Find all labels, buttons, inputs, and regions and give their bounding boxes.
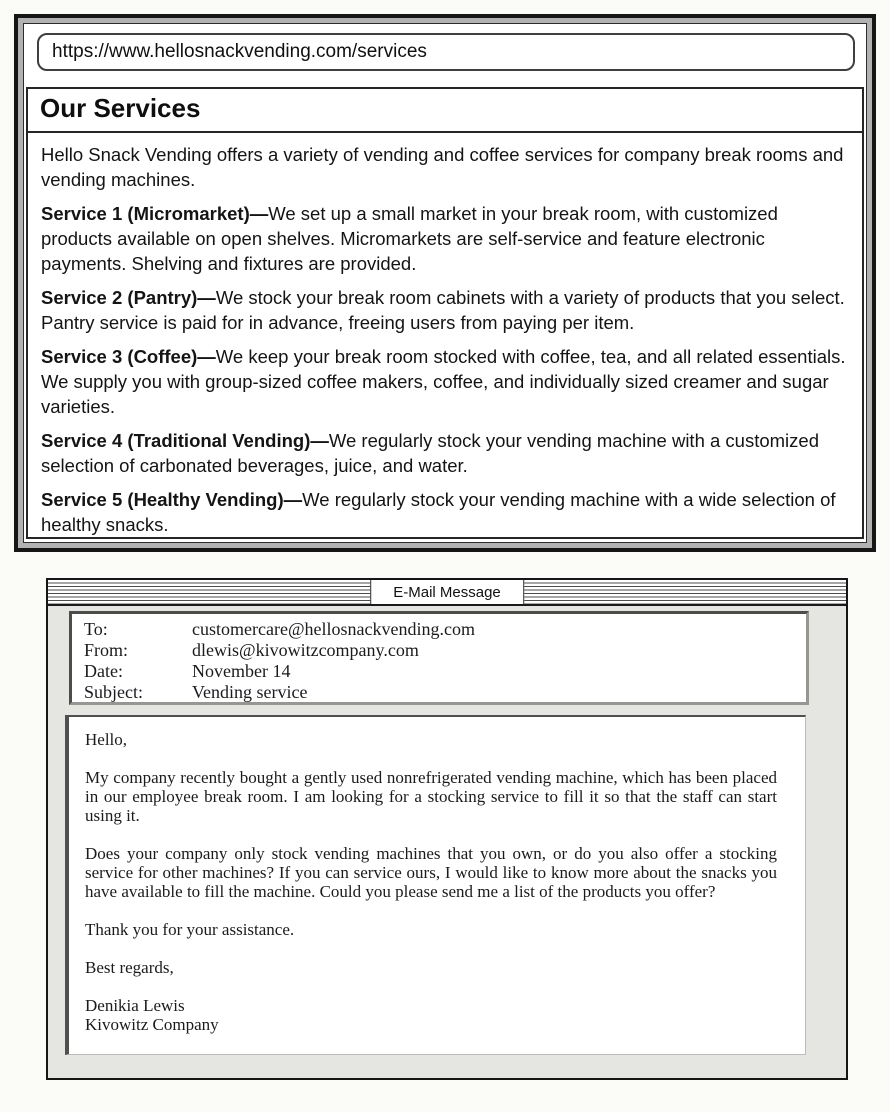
service-description: We stock your break room cabinets with a variety of products that you select. Pantry service is paid for in advance, freeing users from paying per item. bbox=[41, 287, 845, 333]
email-signature bbox=[85, 996, 777, 1034]
email-header-row bbox=[84, 640, 796, 661]
email-header-row bbox=[84, 661, 796, 682]
email-header-row bbox=[84, 682, 796, 703]
service-label: Service 4 (Traditional Vending)— bbox=[41, 430, 329, 451]
email-header-panel bbox=[69, 611, 809, 705]
email-header-label: To: bbox=[84, 619, 108, 639]
email-signature-line: Kivowitz Company bbox=[85, 1015, 219, 1034]
service-description: We set up a small market in your break room, with customized products available on open shelves. Micromarkets are self-service and feature electronic payments. Shelving and fixtures are provided. bbox=[41, 203, 778, 274]
browser-window bbox=[14, 14, 876, 552]
service-description: We keep your break room stocked with coffee, tea, and all related essentials. We supply you with group-sized coffee makers, coffee, and individually sized creamer and sugar varieties. bbox=[41, 346, 846, 417]
email-paragraph: My company recently bought a gently used nonrefrigerated vending machine, which has been placed in our employee break room. I am looking for a stocking service to fill it so that the staff can start using it. bbox=[85, 768, 777, 825]
email-paragraph: Thank you for your assistance. bbox=[85, 920, 295, 939]
intro-paragraph: Hello Snack Vending offers a variety of vending and coffee services for company break rooms and vending machines. bbox=[41, 144, 844, 190]
address-bar-row bbox=[24, 24, 866, 71]
service-paragraph bbox=[41, 285, 849, 335]
email-header-row bbox=[84, 619, 796, 640]
service-description: We regularly stock your vending machine with a wide selection of healthy snacks. bbox=[41, 489, 836, 535]
email-header-value: Vending service bbox=[192, 682, 308, 702]
email-signature-line: Denikia Lewis bbox=[85, 996, 185, 1015]
email-header-label: Subject: bbox=[84, 682, 143, 702]
page-body bbox=[28, 133, 862, 545]
email-header-value: dlewis@kivowitzcompany.com bbox=[192, 640, 419, 660]
service-paragraph bbox=[41, 201, 849, 276]
webpage-frame bbox=[26, 87, 864, 539]
service-label: Service 1 (Micromarket)— bbox=[41, 203, 269, 224]
email-titlebar bbox=[48, 580, 846, 606]
page-title: Our Services bbox=[28, 89, 862, 133]
service-label: Service 3 (Coffee)— bbox=[41, 346, 216, 367]
service-description: We regularly stock your vending machine with a customized selection of carbonated beverages, juice, and water. bbox=[41, 430, 819, 476]
browser-content-area bbox=[23, 23, 867, 543]
email-paragraph: Does your company only stock vending machines that you own, or do you also offer a stocking service for other machines? If you can service ours, I would like to know more about the snacks you have available to fill the machine. Could you please send me a list of the products you offer? bbox=[85, 844, 777, 901]
service-paragraph bbox=[41, 344, 849, 419]
email-paragraph: Best regards, bbox=[85, 958, 174, 977]
email-header-value: customercare@hellosnackvending.com bbox=[192, 619, 475, 639]
service-label: Service 2 (Pantry)— bbox=[41, 287, 216, 308]
service-label: Service 5 (Healthy Vending)— bbox=[41, 489, 303, 510]
services-list bbox=[41, 201, 849, 537]
email-header-label: From: bbox=[84, 640, 129, 660]
email-paragraphs bbox=[85, 730, 777, 977]
service-paragraph bbox=[41, 428, 849, 478]
email-header-value: November 14 bbox=[192, 661, 291, 681]
email-paragraph: Hello, bbox=[85, 730, 128, 749]
email-body-panel bbox=[65, 715, 806, 1055]
email-window bbox=[46, 578, 848, 1080]
service-paragraph bbox=[41, 487, 849, 537]
email-window-title: E-Mail Message bbox=[370, 580, 524, 604]
url-input[interactable]: https://www.hellosnackvending.com/services bbox=[37, 33, 855, 71]
email-header-label: Date: bbox=[84, 661, 123, 681]
